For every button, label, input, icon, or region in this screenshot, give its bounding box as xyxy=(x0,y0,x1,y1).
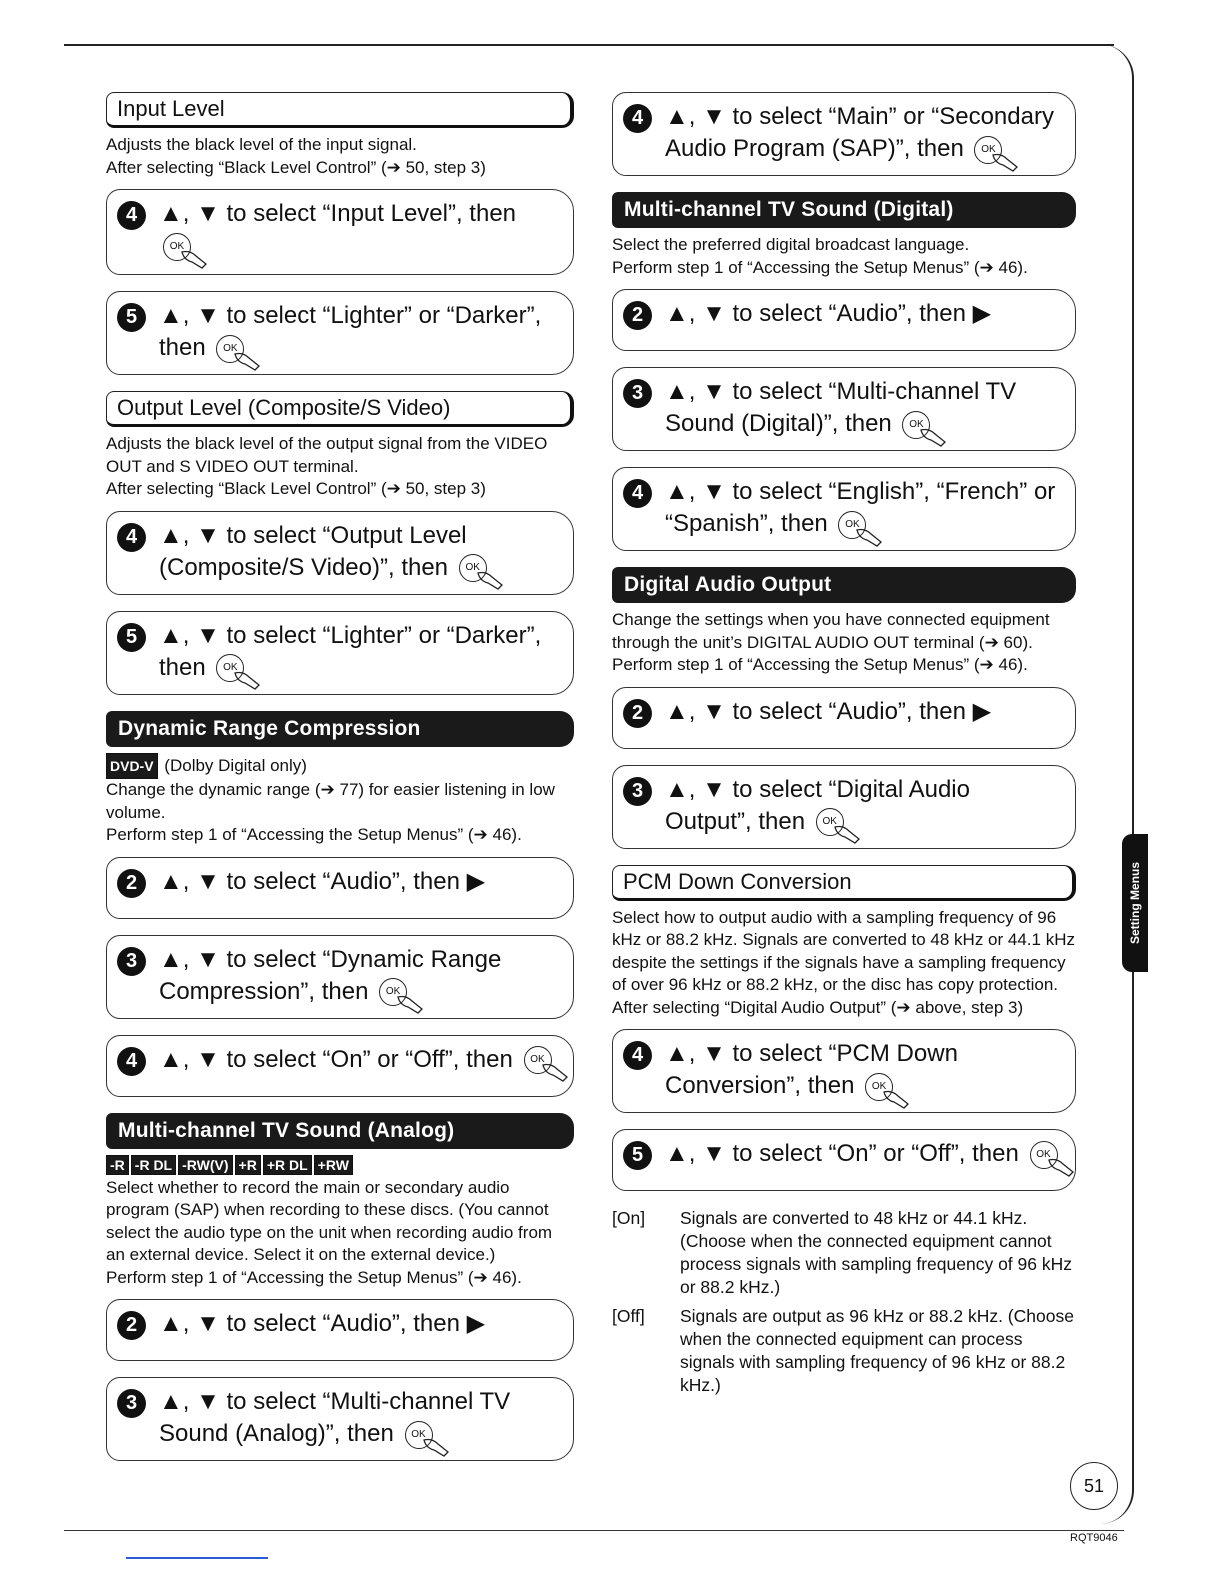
step-number: 5 xyxy=(623,1141,652,1170)
pointing-hand-icon xyxy=(991,151,1021,173)
step-number: 3 xyxy=(117,947,146,976)
step-number: 2 xyxy=(623,699,652,728)
step-text: ▲, ▼ to select “Audio”, then ▶ xyxy=(159,867,486,895)
digital-audio-step-3 xyxy=(612,765,1076,849)
mts-analog-ref: Perform step 1 of “Accessing the Setup Menus” (➔ 46). xyxy=(106,1267,522,1287)
pointing-hand-icon xyxy=(233,669,263,691)
drc-badge-line: DVD-V (Dolby Digital only) xyxy=(106,753,574,780)
right-column xyxy=(612,92,1076,1403)
mts-digital-step-4 xyxy=(612,467,1076,551)
pcm-step-4 xyxy=(612,1029,1076,1113)
step-number: 4 xyxy=(623,479,652,508)
ok-button-icon: OK xyxy=(163,233,191,261)
step-text: ▲, ▼ to select “Lighter” or “Darker”, then xyxy=(159,621,542,681)
pointing-hand-icon xyxy=(180,248,210,270)
step-text: ▲, ▼ to select “Audio”, then ▶ xyxy=(665,300,992,327)
dvd-v-badge: DVD-V xyxy=(106,753,158,780)
step-number: 3 xyxy=(117,1389,146,1418)
pointing-hand-icon xyxy=(833,823,863,845)
step-number: 5 xyxy=(117,303,146,332)
step-number: 4 xyxy=(117,201,146,230)
digital-audio-ref: Perform step 1 of “Accessing the Setup Menus” (➔ 46). xyxy=(612,655,1028,674)
step-text: ▲, ▼ to select “Dynamic Range Compression”, then xyxy=(159,945,502,1005)
drc-desc: Change the dynamic range (➔ 77) for easier listening in low volume. xyxy=(106,780,555,822)
step-number: 4 xyxy=(117,523,146,552)
note-text: Signals are converted to 48 kHz or 44.1 kHz. (Choose when the connected equipment cannot process signals with sampling frequency of 96 kHz or 88.2 kHz.) xyxy=(680,1208,1072,1297)
disc-badge: -R DL xyxy=(131,1155,176,1175)
pcm-off-note xyxy=(612,1305,1076,1397)
step-number: 4 xyxy=(623,1041,652,1070)
mts-digital-desc: Select the preferred digital broadcast language. xyxy=(612,235,970,254)
output-level-step-5 xyxy=(106,611,574,695)
step-text: ▲, ▼ to select “On” or “Off”, then xyxy=(159,1045,513,1073)
mts-digital-heading: Multi-channel TV Sound (Digital) xyxy=(612,192,1076,228)
step-number: 2 xyxy=(117,869,146,898)
step-text: ▲, ▼ to select “PCM Down Conversion”, then xyxy=(665,1040,958,1099)
input-level-heading: Input Level xyxy=(106,92,574,128)
pointing-hand-icon xyxy=(476,569,506,591)
ok-button-icon: OK xyxy=(1030,1141,1058,1169)
input-level-desc: Adjusts the black level of the input signal. xyxy=(106,135,417,154)
step-text: ▲, ▼ to select “On” or “Off”, then xyxy=(665,1140,1019,1167)
drc-step-3 xyxy=(106,935,574,1019)
digital-audio-desc: Change the settings when you have connected equipment through the unit’s DIGITAL AUDIO OUT terminal (➔ 60). xyxy=(612,610,1050,652)
output-level-heading: Output Level (Composite/S Video) xyxy=(106,391,574,427)
output-level-step-4 xyxy=(106,511,574,595)
blue-underline xyxy=(126,1557,268,1559)
output-level-ref: After selecting “Black Level Control” (➔ 50, step 3) xyxy=(106,479,486,498)
setting-menus-tab: Setting Menus xyxy=(1122,834,1148,972)
disc-badge: -RW(V) xyxy=(178,1155,232,1175)
pcm-heading: PCM Down Conversion xyxy=(612,865,1076,901)
step-number: 2 xyxy=(117,1311,146,1340)
pointing-hand-icon xyxy=(1047,1156,1077,1178)
ok-button-icon: OK xyxy=(902,411,930,439)
ok-button-icon: OK xyxy=(216,335,244,363)
pointing-hand-icon xyxy=(855,526,885,548)
right-border xyxy=(1100,44,1134,1524)
ok-button-icon: OK xyxy=(405,1421,433,1449)
ok-button-icon: OK xyxy=(459,554,487,582)
input-level-ref: After selecting “Black Level Control” (➔ 50, step 3) xyxy=(106,157,486,177)
step-text: ▲, ▼ to select “Digital Audio Output”, then xyxy=(665,775,970,835)
ok-button-icon: OK xyxy=(838,511,866,539)
disc-badge: +RW xyxy=(314,1155,353,1175)
note-key: [On] xyxy=(612,1208,646,1228)
step-number: 5 xyxy=(117,623,146,652)
step-text: ▲, ▼ to select “Input Level”, then xyxy=(159,200,517,227)
ok-button-icon: OK xyxy=(379,978,407,1006)
step-text: ▲, ▼ to select “Audio”, then ▶ xyxy=(159,1310,486,1337)
step-text: ▲, ▼ to select “Main” or “Secondary Audio Program (SAP)”, then xyxy=(665,103,1054,162)
step-number: 3 xyxy=(623,777,652,806)
ok-button-icon: OK xyxy=(974,136,1002,164)
mts-digital-step-3 xyxy=(612,367,1076,451)
bottom-rule xyxy=(64,1530,1124,1531)
pointing-hand-icon xyxy=(541,1061,571,1083)
disc-badge: +R DL xyxy=(263,1155,312,1175)
sap-step-4 xyxy=(612,92,1076,176)
drc-step-2 xyxy=(106,857,574,919)
disc-badge: +R xyxy=(235,1155,261,1175)
step-number: 3 xyxy=(623,379,652,408)
pointing-hand-icon xyxy=(422,1436,452,1458)
pcm-desc: Select how to output audio with a sampling frequency of 96 kHz or 88.2 kHz. Signals are converted to 48 kHz or 44.1 kHz despite the settings if the signals have a sampling frequency of over 96 kHz or 88.2 kHz, or the disc has copy protection. xyxy=(612,907,1075,994)
output-level-desc: Adjusts the black level of the output signal from the VIDEO OUT and S VIDEO OUT terminal. xyxy=(106,434,548,476)
disc-badge: -R xyxy=(106,1155,129,1175)
pcm-on-note xyxy=(612,1207,1076,1299)
drc-step-4 xyxy=(106,1035,574,1097)
pcm-step-5 xyxy=(612,1129,1076,1191)
step-text: ▲, ▼ to select “Output Level (Composite/S Video)”, then xyxy=(159,521,467,581)
ok-button-icon: OK xyxy=(865,1073,893,1101)
step-text: ▲, ▼ to select “Multi-channel TV Sound (Analog)”, then xyxy=(159,1388,511,1447)
ok-button-icon: OK xyxy=(816,808,844,836)
top-rule xyxy=(64,44,1114,46)
pointing-hand-icon xyxy=(919,426,949,448)
ok-button-icon: OK xyxy=(216,654,244,682)
digital-audio-step-2 xyxy=(612,687,1076,749)
step-text: ▲, ▼ to select “Multi-channel TV Sound (Digital)”, then xyxy=(665,378,1017,437)
note-key: [Off] xyxy=(612,1306,645,1326)
step-text: ▲, ▼ to select “English”, “French” or “Spanish”, then xyxy=(665,478,1056,537)
step-text: ▲, ▼ to select “Lighter” or “Darker”, then xyxy=(159,302,542,361)
digital-audio-heading: Digital Audio Output xyxy=(612,567,1076,603)
drc-heading: Dynamic Range Compression xyxy=(106,711,574,747)
step-text: ▲, ▼ to select “Audio”, then ▶ xyxy=(665,697,992,725)
mts-analog-heading: Multi-channel TV Sound (Analog) xyxy=(106,1113,574,1149)
pointing-hand-icon xyxy=(396,993,426,1015)
step-number: 4 xyxy=(623,104,652,133)
mts-analog-step-2 xyxy=(106,1299,574,1361)
input-level-step-4 xyxy=(106,189,574,275)
page-number: 51 xyxy=(1070,1462,1118,1510)
document-code: RQT9046 xyxy=(1070,1532,1118,1544)
input-level-step-5 xyxy=(106,291,574,375)
step-number: 2 xyxy=(623,301,652,330)
left-column xyxy=(106,92,574,1477)
disc-badges xyxy=(106,1155,574,1175)
mts-digital-step-2 xyxy=(612,289,1076,351)
ok-button-icon: OK xyxy=(524,1046,552,1074)
note-text: Signals are output as 96 kHz or 88.2 kHz. (Choose when the connected equipment can process signals with sampling frequency of 96 kHz or 88.2 kHz.) xyxy=(680,1306,1074,1395)
mts-analog-desc: Select whether to record the main or secondary audio program (SAP) when recording to these discs. (You cannot select the audio type on the unit when recording audio from an external device. Select it on the external device.) xyxy=(106,1177,553,1264)
mts-digital-ref: Perform step 1 of “Accessing the Setup Menus” (➔ 46). xyxy=(612,257,1028,277)
pcm-ref: After selecting “Digital Audio Output” (➔ above, step 3) xyxy=(612,997,1024,1017)
step-number: 4 xyxy=(117,1047,146,1076)
drc-ref: Perform step 1 of “Accessing the Setup Menus” (➔ 46). xyxy=(106,825,522,844)
pointing-hand-icon xyxy=(233,350,263,372)
mts-analog-step-3 xyxy=(106,1377,574,1461)
pointing-hand-icon xyxy=(882,1088,912,1110)
